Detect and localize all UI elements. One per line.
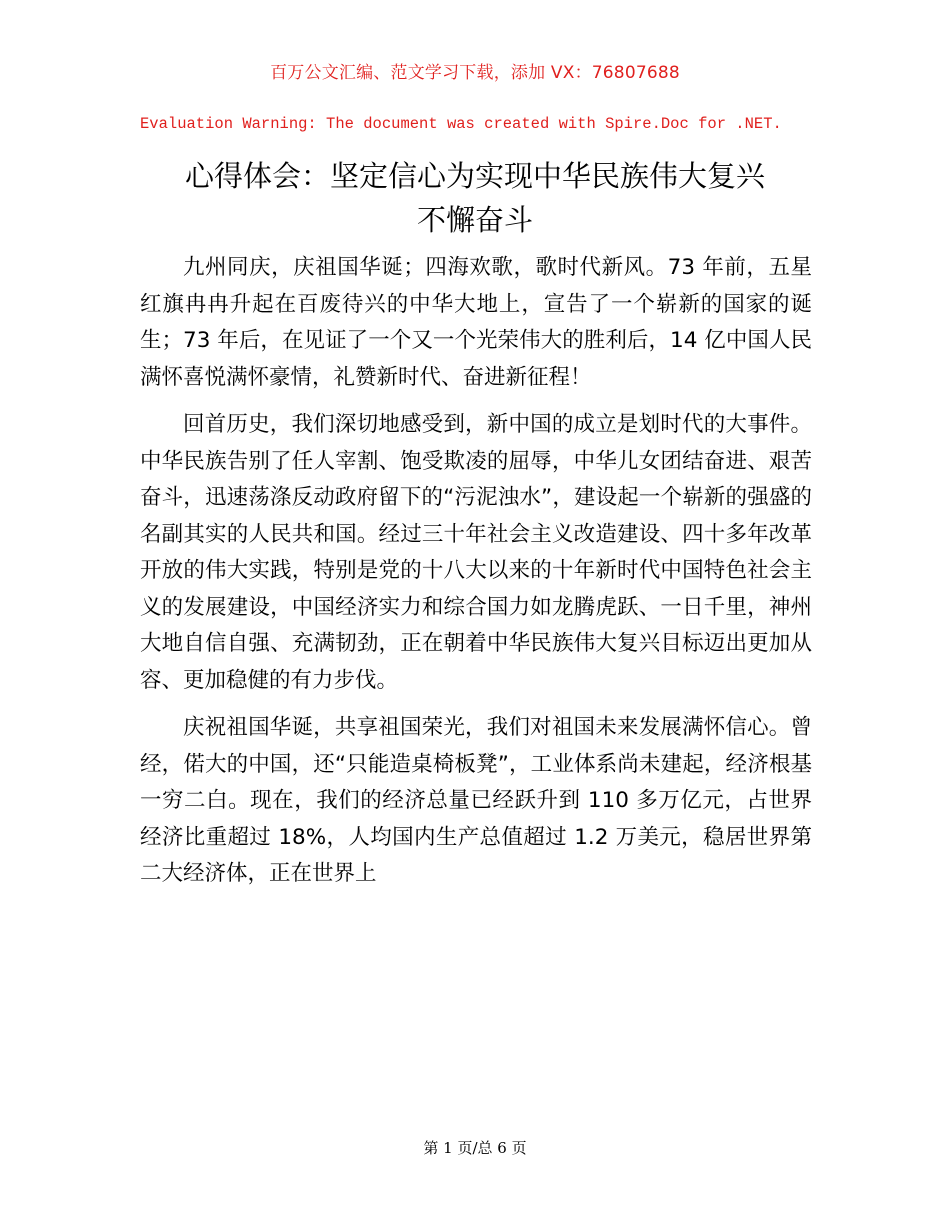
promo-banner: 百万公文汇编、范文学习下载，添加 VX：76807688 (270, 63, 680, 83)
evaluation-warning: Evaluation Warning: The document was created with Spire.Doc for .NET. (140, 115, 782, 133)
paragraph-2: 回首历史，我们深切地感受到，新中国的成立是划时代的大事件。中华民族告别了任人宰割、饱受欺凌的屈辱，中华儿女团结奋进、艰苦奋斗，迅速荡涤反动政府留下的“污泥浊水”，建设起一个崭新的强盛的名副其实的人民共和国。经过三十年社会主义改造建设、四十多年改革开放的伟大实践，特别是党的十八大以来的十年新时代中国特色社会主义的发展建设，中国经济实力和综合国力如龙腾虎跃、一日千里，神州大地自信自强、充满韧劲，正在朝着中华民族伟大复兴目标迈出更加从容、更加稳健的有力步伐。 (140, 412, 812, 693)
title-line-1: 心得体会：坚定信心为实现中华民族伟大复兴 (184, 159, 765, 193)
paragraph-3: 庆祝祖国华诞，共享祖国荣光，我们对祖国未来发展满怀信心。曾经，偌大的中国，还“只能造桌椅板凳”，工业体系尚未建起，经济根基一穷二白。现在，我们的经济总量已经跃升到 110 多万亿元，占世界经济比重超过 18%，人均国内生产总值超过 1.2 万美元，稳居世界第二大经济体，正在世界上 (140, 715, 812, 886)
document-title (130, 154, 820, 242)
paragraph-1: 九州同庆，庆祖国华诞；四海欢歌，歌时代新风。73 年前，五星红旗冉冉升起在百废待兴的中华大地上，宣告了一个崭新的国家的诞生；73 年后，在见证了一个又一个光荣伟大的胜利后，14 亿中国人民满怀喜悦满怀豪情，礼赞新时代、奋进新征程！ (140, 255, 812, 390)
document-body (140, 250, 812, 904)
title-line-2: 不懈奋斗 (416, 203, 533, 237)
page-number-footer: 第 1 页/总 6 页 (423, 1139, 527, 1157)
